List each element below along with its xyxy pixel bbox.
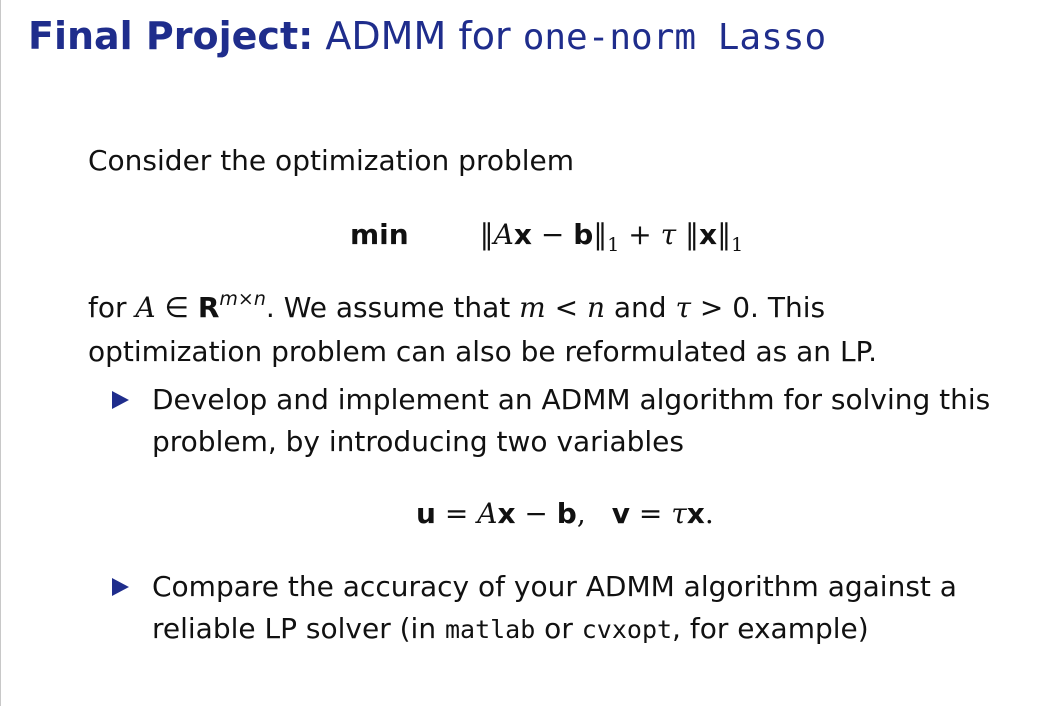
min-operator: min xyxy=(350,218,409,251)
bullet-1-line-1: Develop and implement an ADMM algorithm for solving this xyxy=(152,383,991,416)
bullet-2-prefix: reliable LP solver (in xyxy=(152,612,445,645)
bullet-1-line-2: problem, by introducing two variables xyxy=(152,425,684,458)
bullet-2-line-1: Compare the accuracy of your ADMM algorithm against a xyxy=(152,570,957,603)
code-cvxopt: cvxopt xyxy=(581,615,673,644)
bullet-2-mid: or xyxy=(535,612,582,645)
optimization-problem-equation xyxy=(350,217,744,256)
bullet-triangle-icon xyxy=(112,578,129,596)
bullet-triangle-icon xyxy=(112,391,129,409)
assumption-paragraph xyxy=(88,290,988,378)
assumption-line-2: optimization problem can also be reformulated as an LP. xyxy=(88,335,877,368)
slide-left-border xyxy=(0,0,1,706)
title-plain-part: ADMM for xyxy=(325,14,511,58)
code-matlab: matlab xyxy=(444,615,536,644)
slide-title xyxy=(28,12,826,62)
assumption-line-1: for A ∈ $R^{m\times n}$. We assume that m < n and τ > 0. This xyxy=(88,288,826,324)
objective-expression: ‖Ax − $b‖_1 + \tau$ $‖x‖_1$ xyxy=(479,218,744,256)
v-definition: v = τx. xyxy=(611,497,714,530)
bullet-2-line-2 xyxy=(152,608,957,651)
title-bold-part: Final Project: xyxy=(28,14,314,58)
u-definition: u = Ax − b, xyxy=(416,497,586,530)
intro-text: Consider the optimization problem xyxy=(88,144,575,177)
title-mono-part: one-norm Lasso xyxy=(522,17,827,58)
bullet-2-suffix: , for example) xyxy=(672,612,869,645)
variable-substitution-equation xyxy=(416,496,714,532)
